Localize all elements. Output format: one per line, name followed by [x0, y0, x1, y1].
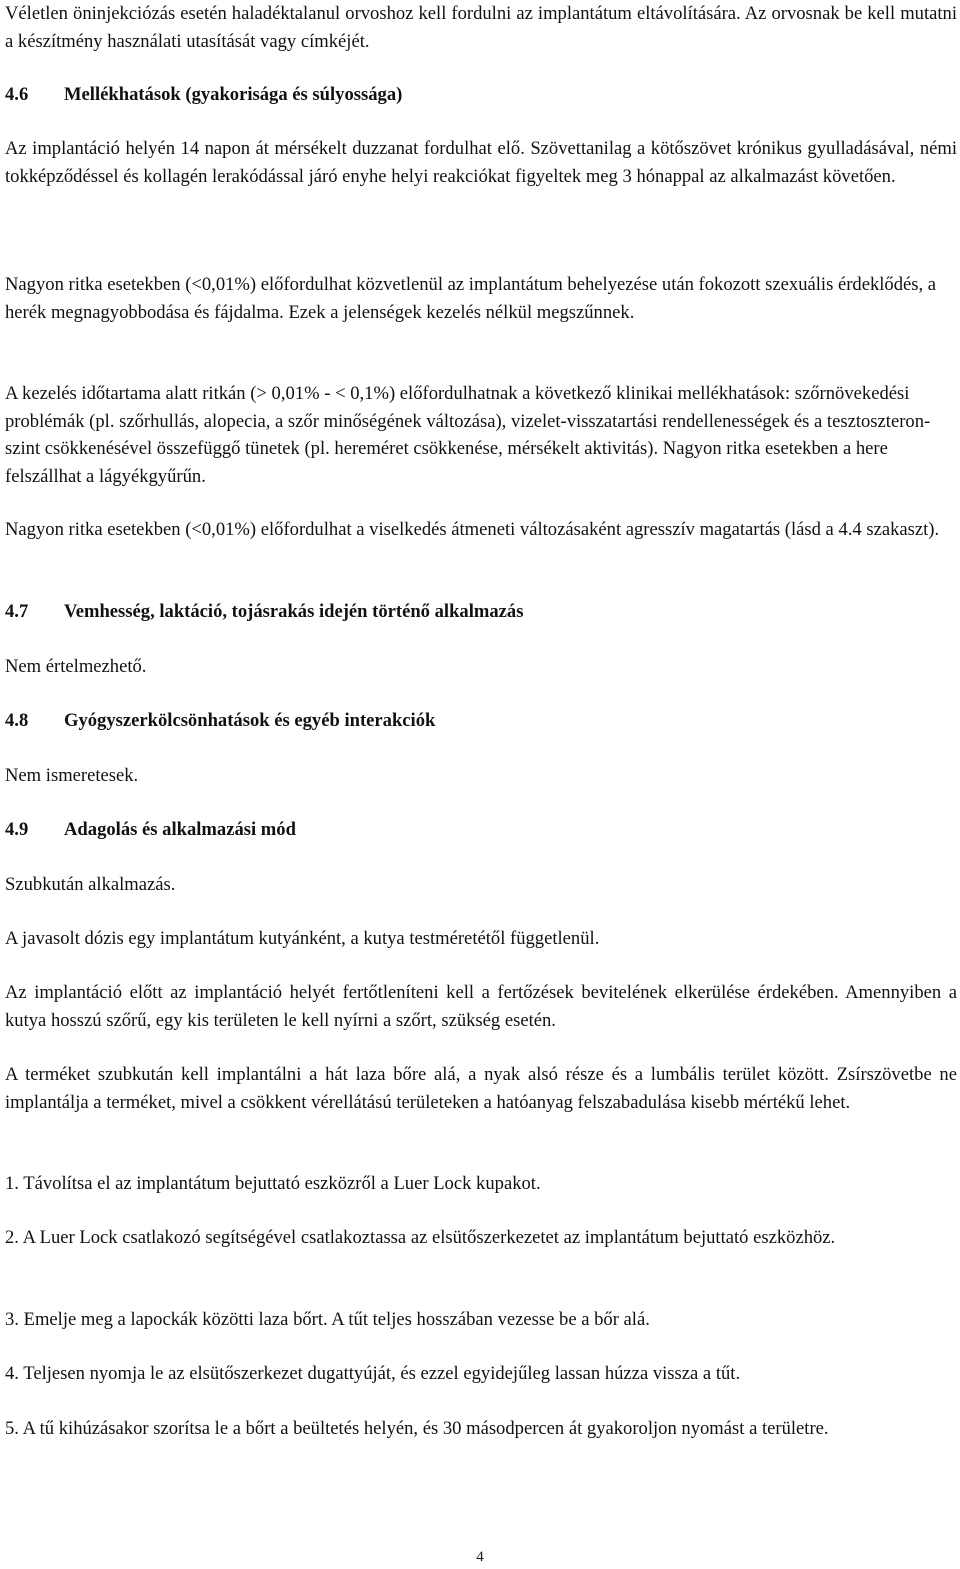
section-number: 4.8 [5, 710, 29, 731]
paragraph: A terméket szubkután kell implantálni a hát laza bőre alá, a nyak alsó része és a lumbális terület között. Zsírszövetbe ne implantálja a terméket, mivel a csökkent vérellátású területeken a hatóanyag felszabadulása kisebb mértékű lehet. [5, 1064, 957, 1113]
paragraph: A javasolt dózis egy implantátum kutyánként, a kutya testméretétől függetlenül. [5, 928, 600, 949]
list-item: 5. A tű kihúzásakor szorítsa le a bőrt a beültetés helyén, és 30 másodpercen át gyakoroljon nyomást a területre. [5, 1418, 829, 1439]
section-title: Vemhesség, laktáció, tojásrakás idején történő alkalmazás [64, 601, 524, 622]
section-heading-4-7 [5, 598, 523, 626]
section-number: 4.6 [5, 84, 29, 105]
paragraph: Nem ismeretesek. [5, 765, 139, 786]
paragraph: Szubkután alkalmazás. [5, 874, 176, 895]
list-item: 3. Emelje meg a lapockák közötti laza bőrt. A tűt teljes hosszában vezesse be a bőr alá. [5, 1309, 650, 1330]
paragraph: Nem értelmezhető. [5, 656, 147, 677]
paragraph: A kezelés időtartama alatt ritkán (> 0,01% - < 0,1%) előfordulhatnak a következő klinikai mellékhatások: szőrnövekedési problémák (pl. szőrhullás, alopecia, a szőr minőségének változása), vizelet-visszatartási rendellenességek és a tesztoszteron-szint csökkenésével összefüggő tünetek (pl. hereméret csökkenése, mérsékelt aktivitás). Nagyon ritka esetekben a here felszállhat a lágyékgyűrűn. [5, 383, 931, 487]
section-number: 4.9 [5, 819, 29, 840]
section-heading-4-9 [5, 816, 296, 844]
section-heading-4-8 [5, 707, 435, 735]
section-heading-4-6 [5, 81, 402, 109]
intro-paragraph: Véletlen öninjekciózás esetén haladéktalanul orvoshoz kell fordulni az implantátum eltávolítására. Az orvosnak be kell mutatni a készítmény használati utasítását vagy címkéjét. [5, 3, 957, 52]
paragraph: Nagyon ritka esetekben (<0,01%) előfordulhat közvetlenül az implantátum behelyezése után fokozott szexuális érdeklődés, a herék megnagyobbodása és fájdalma. Ezek a jelenségek kezelés nélkül megszűnnek. [5, 274, 937, 323]
section-title: Adagolás és alkalmazási mód [64, 819, 296, 840]
paragraph: Az implantáció előtt az implantáció helyét fertőtleníteni kell a fertőzések bevitelének elkerülése érdekében. Amennyiben a kutya hosszú szőrű, egy kis területen le kell nyírni a szőrt, szükség esetén. [5, 982, 957, 1031]
section-title: Gyógyszerkölcsönhatások és egyéb interakciók [64, 710, 436, 731]
paragraph: Az implantáció helyén 14 napon át mérsékelt duzzanat fordulhat elő. Szövettanilag a kötőszövet krónikus gyulladásával, némi tokképződéssel és kollagén lerakódással járó enyhe helyi reakciókat figyeltek meg 3 hónappal az alkalmazást követően. [5, 138, 957, 187]
section-title: Mellékhatások (gyakorisága és súlyossága) [64, 84, 403, 105]
list-item: 4. Teljesen nyomja le az elsütőszerkezet dugattyúját, és ezzel egyidejűleg lassan húzza vissza a tűt. [5, 1363, 741, 1384]
page-number: 4 [476, 1549, 484, 1565]
list-item: 1. Távolítsa el az implantátum bejuttató eszközről a Luer Lock kupakot. [5, 1173, 541, 1194]
section-number: 4.7 [5, 601, 29, 622]
list-item: 2. A Luer Lock csatlakozó segítségével csatlakoztassa az elsütőszerkezetet az implantátum bejuttató eszközhöz. [5, 1227, 836, 1248]
paragraph: Nagyon ritka esetekben (<0,01%) előfordulhat a viselkedés átmeneti változásaként agresszív magatartás (lásd a 4.4 szakaszt). [5, 519, 940, 540]
